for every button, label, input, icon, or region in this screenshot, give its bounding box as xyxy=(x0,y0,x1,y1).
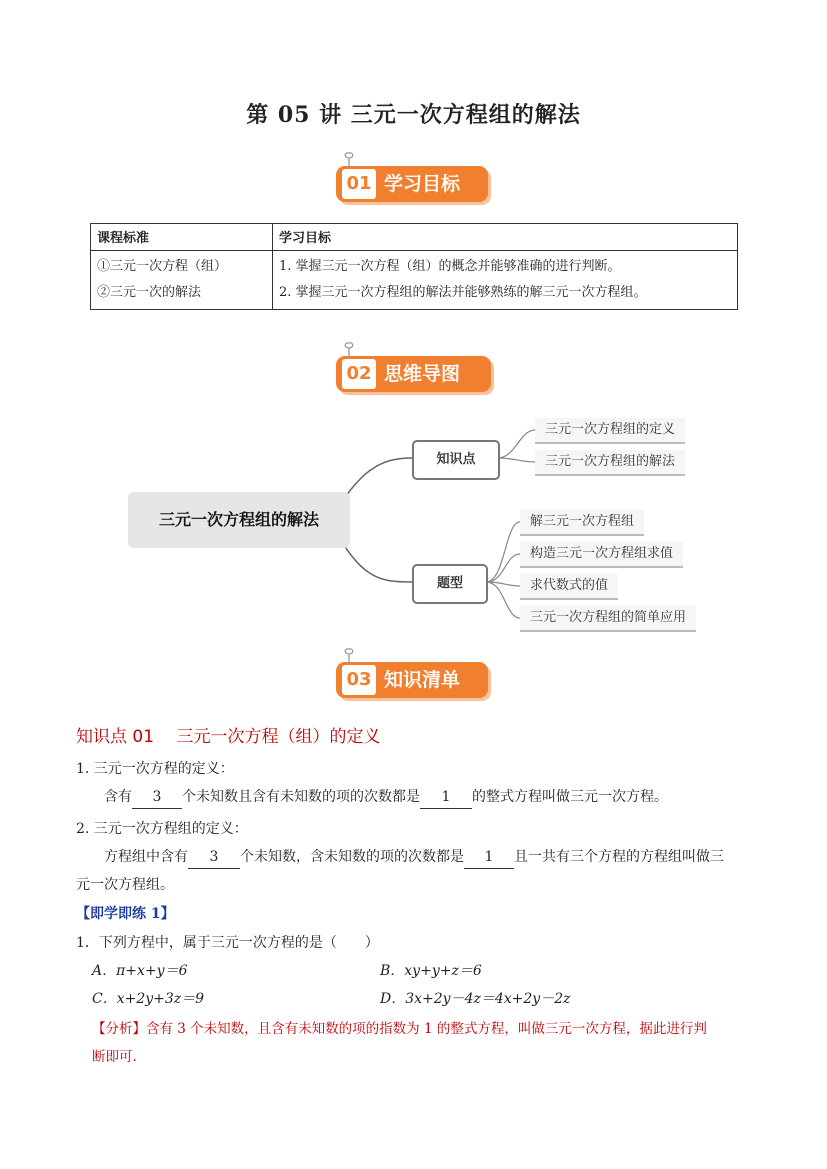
mindmap-root: 三元一次方程组的解法 xyxy=(128,492,350,548)
mindmap-leaf: 三元一次方程组的解法 xyxy=(535,450,685,476)
table-header-goal: 学习目标 xyxy=(273,224,738,251)
page-title: 第 05 讲 三元一次方程组的解法 xyxy=(246,102,581,128)
section-label: 学习目标 xyxy=(384,173,461,195)
section-number: 03 xyxy=(342,665,376,695)
table-cell-goals xyxy=(273,251,738,310)
practice-question: 1．下列方程中，属于三元一次方程的是（ ） xyxy=(76,935,379,951)
mindmap-branch-types: 题型 xyxy=(412,564,488,604)
option-c: C．x+2y+3z＝9 xyxy=(92,991,205,1007)
answer-blank: 3 xyxy=(188,846,240,869)
definition-2-body-cont: 元一次方程组。 xyxy=(76,877,174,893)
analysis-text: 【分析】含有 3 个未知数，且含有未知数的项的指数为 1 的整式方程，叫做三元一次方程，据此进行判 xyxy=(92,1021,707,1037)
objectives-table xyxy=(90,223,738,310)
section-number: 02 xyxy=(342,359,376,389)
mindmap-connectors xyxy=(0,400,827,640)
mindmap-branch-knowledge: 知识点 xyxy=(412,440,500,480)
standard-item: ②三元一次的解法 xyxy=(97,285,202,300)
section-label: 知识清单 xyxy=(384,669,461,691)
section-label: 思维导图 xyxy=(384,363,461,385)
definition-1-title: 1. 三元一次方程的定义： xyxy=(76,761,234,777)
definition-2-title: 2. 三元一次方程组的定义： xyxy=(76,821,248,837)
mindmap-leaf: 三元一次方程组的简单应用 xyxy=(520,606,696,632)
standard-item: ①三元一次方程（组） xyxy=(97,259,228,274)
section-number: 01 xyxy=(342,169,376,199)
knowledge-point-heading: 知识点 01 三元一次方程（组）的定义 xyxy=(76,727,381,747)
option-a: A．π+x+y＝6 xyxy=(92,963,188,979)
table-header-standard: 课程标准 xyxy=(91,224,273,251)
answer-blank: 1 xyxy=(464,846,514,869)
practice-label: 【即学即练 1】 xyxy=(76,906,175,922)
answer-blank: 1 xyxy=(420,786,472,809)
option-b: B．xy+y+z＝6 xyxy=(380,963,482,979)
analysis-text-cont: 断即可. xyxy=(92,1049,137,1065)
goal-item: 1. 掌握三元一次方程（组）的概念并能够准确的进行判断。 xyxy=(279,259,621,274)
answer-blank: 3 xyxy=(132,786,182,809)
mindmap-leaf: 三元一次方程组的定义 xyxy=(535,418,685,444)
definition-1-body: 含有 3 个未知数且含有未知数的项的次数都是 1 的整式方程叫做三元一次方程。 xyxy=(104,786,668,809)
section-badge-02 xyxy=(336,350,491,394)
definition-2-body: 方程组中含有 3 个未知数，含未知数的项的次数都是 1 且一共有三个方程的方程组叫做三 xyxy=(104,846,724,869)
mindmap-leaf: 构造三元一次方程组求值 xyxy=(520,542,683,568)
goal-item: 2. 掌握三元一次方程组的解法并能够熟练的解三元一次方程组。 xyxy=(279,285,647,300)
mindmap-leaf: 解三元一次方程组 xyxy=(520,510,644,536)
mindmap-leaf: 求代数式的值 xyxy=(520,574,618,600)
option-d: D．3x+2y－4z＝4x+2y－2z xyxy=(380,991,571,1007)
table-cell-standards xyxy=(91,251,273,310)
section-badge-01 xyxy=(336,160,488,204)
section-badge-03 xyxy=(336,656,488,700)
